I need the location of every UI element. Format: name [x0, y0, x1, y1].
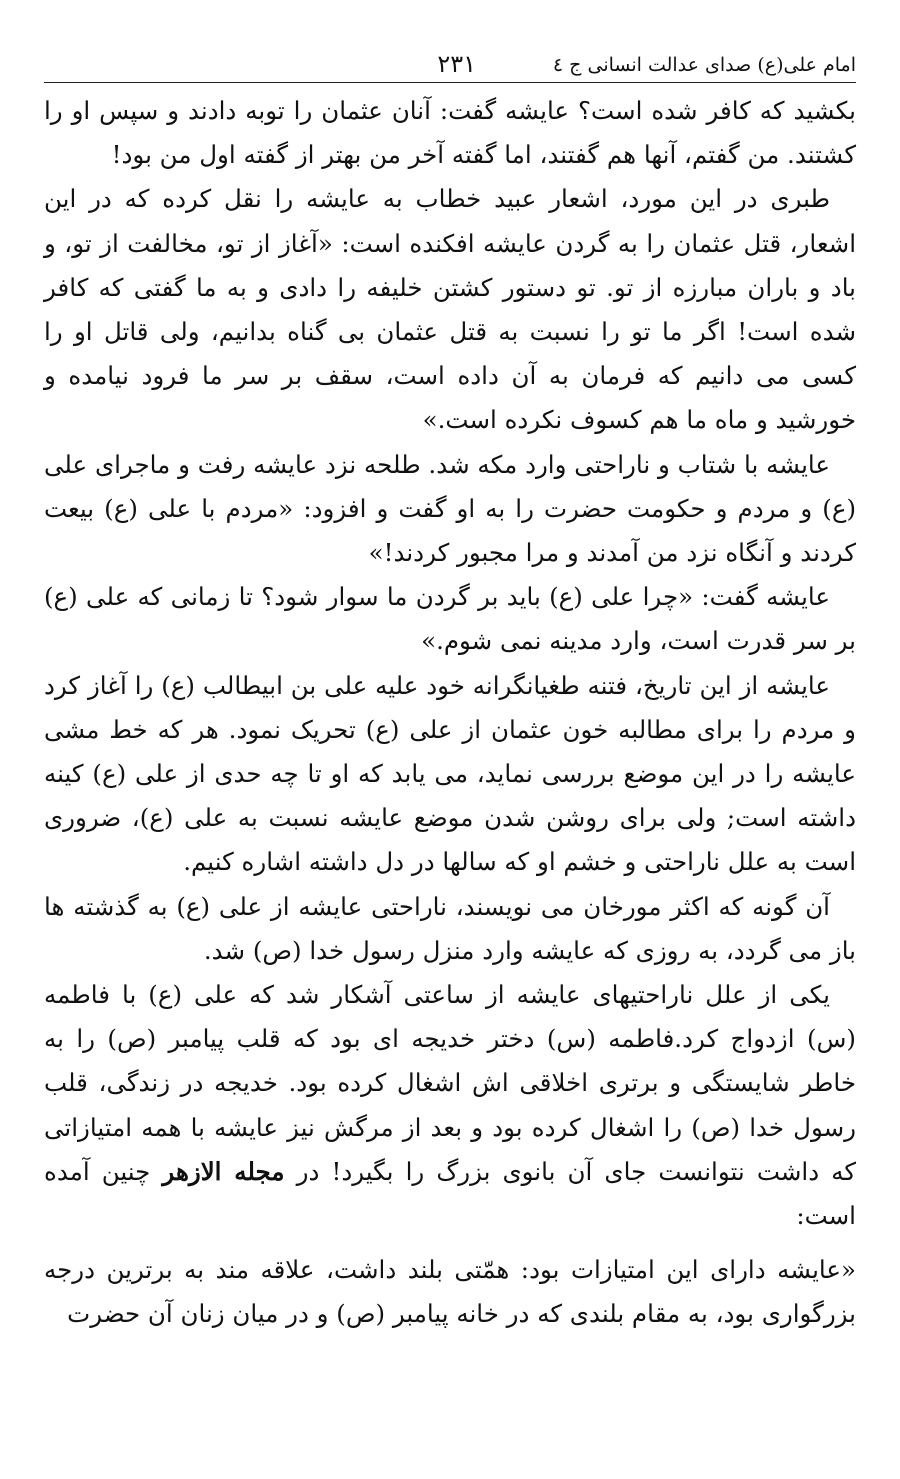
- page-number: ٢٣١: [437, 50, 476, 78]
- running-title: امام علی(ع) صدای عدالت انسانی ج ٤: [552, 54, 856, 76]
- paragraph: طبری در این مورد، اشعار عبید خطاب به عایشه را نقل کرده که در این اشعار، قتل عثمان را به گردن عایشه افکنده است: «آغاز از تو، مخالفت از تو، و باد و باران مبارزه از تو. تو دستور کشتن خلیفه را دادی و به ما گفتی که کافر شده است! اگر ما تو را نسبت به قتل عثمان بی گناه بدانیم، ولی قاتل او را کسی می دانیم که فرمان به آن داده است، سقف بر سر ما فرود نیامده و خورشید و ماه ما هم کسوف نکرده است.»: [44, 184, 856, 435]
- paragraph-text: در: [296, 1156, 320, 1186]
- paragraph-text: یکی از علل ناراحتیهای عایشه از ساعتی آشکار شد که علی (ع) با فاطمه (س) ازدواج کرد.فاطمه (س) دختر خدیجه ای بود که قلب پیامبر (ص) را به خاطر شایستگی و برتری اخلاقی اش اشغال کرده بود. خدیجه در زندگی، قلب رسول خدا (ص) را اشغال کرده بود و بعد از مرگش نیز عایشه با همه امتیازاتی که داشت نتوانست جای آن بانوی بزرگ را بگیرد!: [44, 980, 857, 1186]
- page-header: [44, 36, 856, 83]
- quote-paragraph: «عایشه دارای این امتیازات بود: همّتی بلند داشت، علاقه مند به برترین درجه بزرگواری بود، به مقام بلندی که در خانه پیامبر (ص) و در میان زنان آن حضرت: [44, 1255, 856, 1329]
- paragraph: آن گونه که اکثر مورخان می نویسند، ناراحتی عایشه از علی (ع) به گذشته ها باز می گردد، به روزی که عایشه وارد منزل رسول خدا (ص) شد.: [44, 891, 856, 965]
- journal-name: مجله الازهر: [162, 1156, 285, 1186]
- paragraph-text: چنین آمده است:: [44, 1156, 856, 1231]
- body-text: [44, 89, 856, 1337]
- paragraph: [44, 973, 856, 1238]
- paragraph: عایشه با شتاب و ناراحتی وارد مکه شد. طلحه نزد عایشه رفت و ماجرای علی (ع) و مردم و حکومت حضرت را به او گفت و افزود: «مردم با علی (ع) بیعت کردند و آنگاه نزد من آمدند و مرا مجبور کردند!»: [44, 449, 856, 568]
- paragraph: عایشه از این تاریخ، فتنه طغیانگرانه خود علیه علی بن ابیطالب (ع) را آغاز کرد و مردم را برای مطالبه خون عثمان از علی (ع) تحریک نمود. هر که خط مشی عایشه را در این موضع بررسی نماید، می یابد که او تا چه حدی از علی (ع) کینه داشته است; ولی برای روشن شدن موضع عایشه نسبت به علی (ع)، ضروری است به علل ناراحتی و خشم او که سالها در دل داشته اشاره کنیم.: [44, 670, 856, 877]
- paragraph: عایشه گفت: «چرا علی (ع) باید بر گردن ما سوار شود؟ تا زمانی که علی (ع) بر سر قدرت است، وارد مدینه نمی شوم.»: [44, 582, 856, 656]
- paragraph: بکشید که کافر شده است؟ عایشه گفت: آنان عثمان را توبه دادند و سپس او را کشتند. من گفتم، آنها هم گفتند، اما گفته آخر من بهتر از گفته اول من بود!: [44, 96, 856, 170]
